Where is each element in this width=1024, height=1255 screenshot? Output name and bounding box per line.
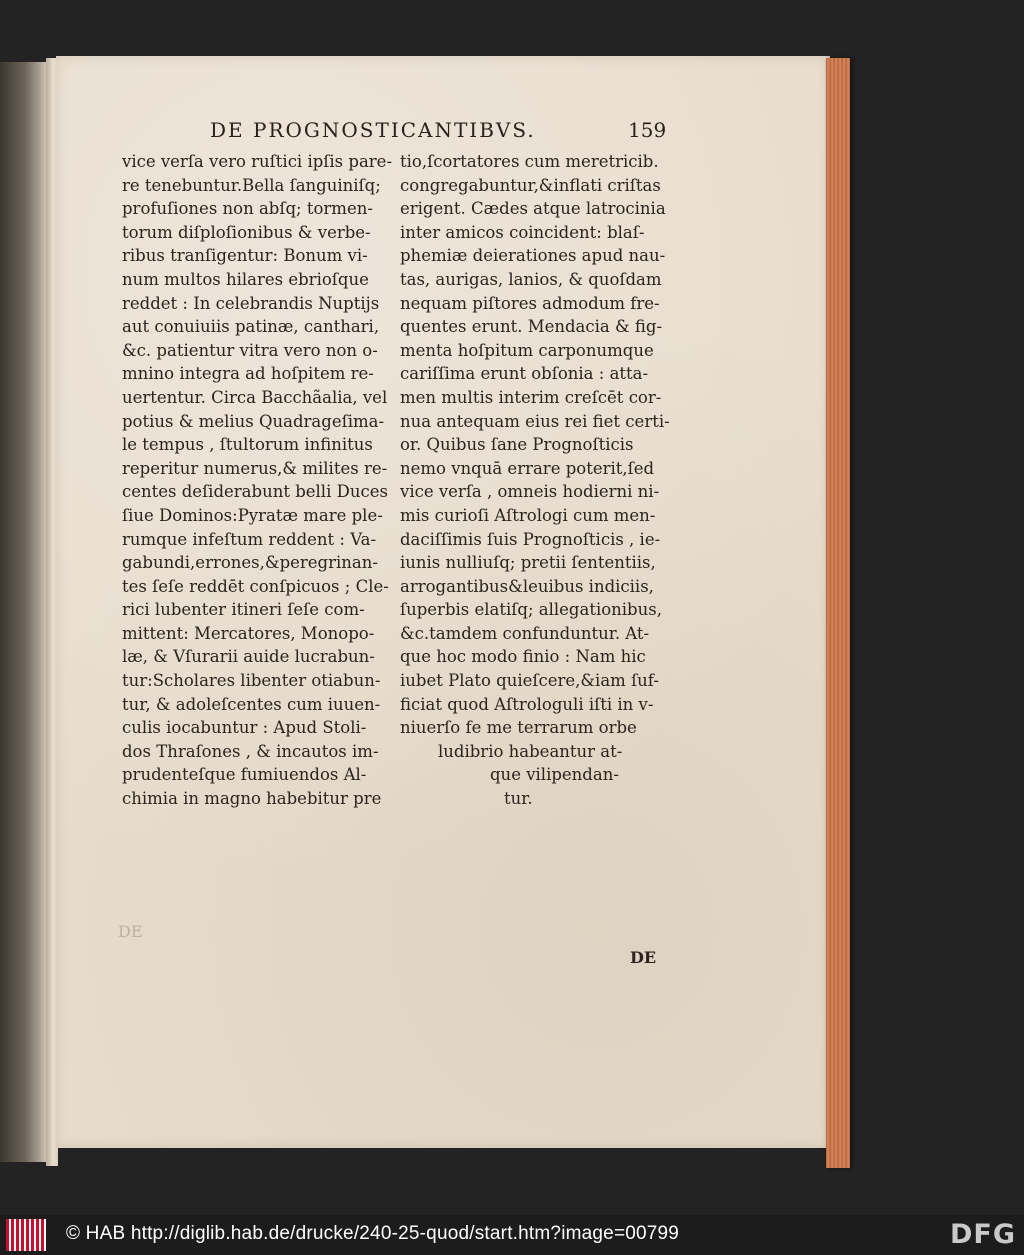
text-line: prudenteſque fumiuendos Al- [122, 765, 367, 785]
catchword: DE [630, 948, 657, 967]
text-line: iubet Plato quieſcere,&iam ſuf- [400, 671, 659, 691]
page-stack-edge [826, 58, 850, 1168]
right-text-column [400, 150, 672, 811]
text-line: mnino integra ad hoſpitem re- [122, 364, 374, 384]
text-line: num multos hilares ebrioſque [122, 269, 369, 289]
text-line: congregabuntur,&inflati criſtas [400, 175, 661, 195]
text-line: men multis interim creſcēt cor- [400, 387, 662, 407]
dfg-logo: DFG [949, 1219, 1016, 1250]
text-line: daciſſimis ſuis Prognoſticis , ie- [400, 529, 661, 549]
text-line: cariſſima erunt obſonia : atta- [400, 364, 649, 384]
text-line: chimia in magno habebitur pre [122, 789, 382, 809]
text-line: que hoc modo finio : Nam hic [400, 647, 646, 667]
text-line: nemo vnquā errare poterit,ſed [400, 458, 655, 478]
text-line: aut conuiuiis patinæ, canthari, [122, 317, 380, 337]
text-line: tas, aurigas, lanios, & quoſdam [400, 269, 662, 289]
text-line: rici lubenter itineri ſeſe com- [122, 600, 365, 620]
text-line: reddet : In celebrandis Nuptijs [122, 293, 380, 313]
left-text-column [122, 150, 392, 811]
text-line: profuſiones non abſq; tormen- [122, 199, 373, 219]
text-line: phemiæ deierationes apud nau- [400, 246, 666, 266]
text-line: iunis nulliuſq; pretii ſententiis, [400, 553, 656, 573]
text-line: torum diſploſionibus & verbe- [122, 222, 371, 242]
text-line: vice verſa , omneis hodierni ni- [400, 482, 660, 502]
text-line: tur. [504, 789, 533, 809]
text-line: niuerſo fe me terrarum orbe [400, 718, 637, 738]
text-line: quentes erunt. Mendacia & fig- [400, 317, 663, 337]
text-line: inter amicos coincident: blaſ- [400, 222, 645, 242]
hab-barcode-logo-icon [6, 1219, 46, 1251]
footer-bar [0, 1215, 1024, 1255]
text-line: &c.tamdem confunduntur. At- [400, 623, 650, 643]
text-line: re tenebuntur.Bella ſanguiniſq; [122, 175, 381, 195]
text-line: or. Quibus ſane Prognoſticis [400, 435, 634, 455]
text-line: nua antequam eius rei fiet certi- [400, 411, 670, 431]
text-line: erigent. Cædes atque latrocinia [400, 199, 666, 219]
text-line: læ, & Vſurarii auide lucrabun- [122, 647, 375, 667]
text-line: reperitur numerus,& milites re- [122, 458, 388, 478]
text-line: vice verſa vero ruſtici ipſis pare- [122, 152, 393, 171]
text-line: mittent: Mercatores, Monopo- [122, 623, 375, 643]
text-line: ſuperbis elatiſq; allegationibus, [400, 600, 662, 620]
text-line: tur, & adoleſcentes cum iuuen- [122, 694, 381, 714]
left-page-edge [0, 62, 46, 1162]
text-line: mis curioſi Aſtrologi cum men- [400, 505, 656, 525]
text-line: que vilipendan- [490, 765, 619, 785]
text-line: le tempus , ſtultorum infinitus [122, 435, 373, 455]
text-line: ſiue Dominos:Pyratæ mare ple- [122, 505, 383, 525]
text-line: rumque infeſtum reddent : Va- [122, 529, 377, 549]
bleed-through-text: DE [118, 922, 143, 941]
text-line: tes ſeſe reddēt conſpicuos ; Cle- [122, 576, 389, 596]
text-line: ribus tranſigentur: Bonum vi- [122, 246, 368, 266]
footer-copyright-url[interactable]: © HAB http://diglib.hab.de/drucke/240-25-quod/start.htm?image=00799 [66, 1223, 680, 1244]
text-line: gabundi,errones,&peregrinan- [122, 553, 378, 573]
running-head: DE PROGNOSTICANTIBVS. [210, 118, 536, 142]
text-line: arrogantibus&leuibus indiciis, [400, 576, 654, 596]
text-line: dos Thraſones , & incautos im- [122, 741, 379, 761]
text-line: tur:Scholares libenter otiabun- [122, 671, 381, 691]
text-line: ficiat quod Aſtrologuli iſti in v- [400, 694, 654, 714]
text-line: menta hoſpitum carponumque [400, 340, 654, 360]
text-line: &c. patientur vitra vero non o- [122, 340, 378, 360]
text-line: ludibrio habeantur at- [438, 741, 623, 761]
text-line: nequam piſtores admodum fre- [400, 293, 660, 313]
text-line: centes deſiderabunt belli Duces [122, 482, 388, 502]
text-line: tio,ſcortatores cum meretricib. [400, 152, 659, 171]
text-line: uertentur. Circa Bacchãalia, vel [122, 387, 388, 407]
text-line: potius & melius Quadrageſima- [122, 411, 385, 431]
page-number: 159 [628, 118, 667, 142]
text-line: culis iocabuntur : Apud Stoli- [122, 718, 367, 738]
